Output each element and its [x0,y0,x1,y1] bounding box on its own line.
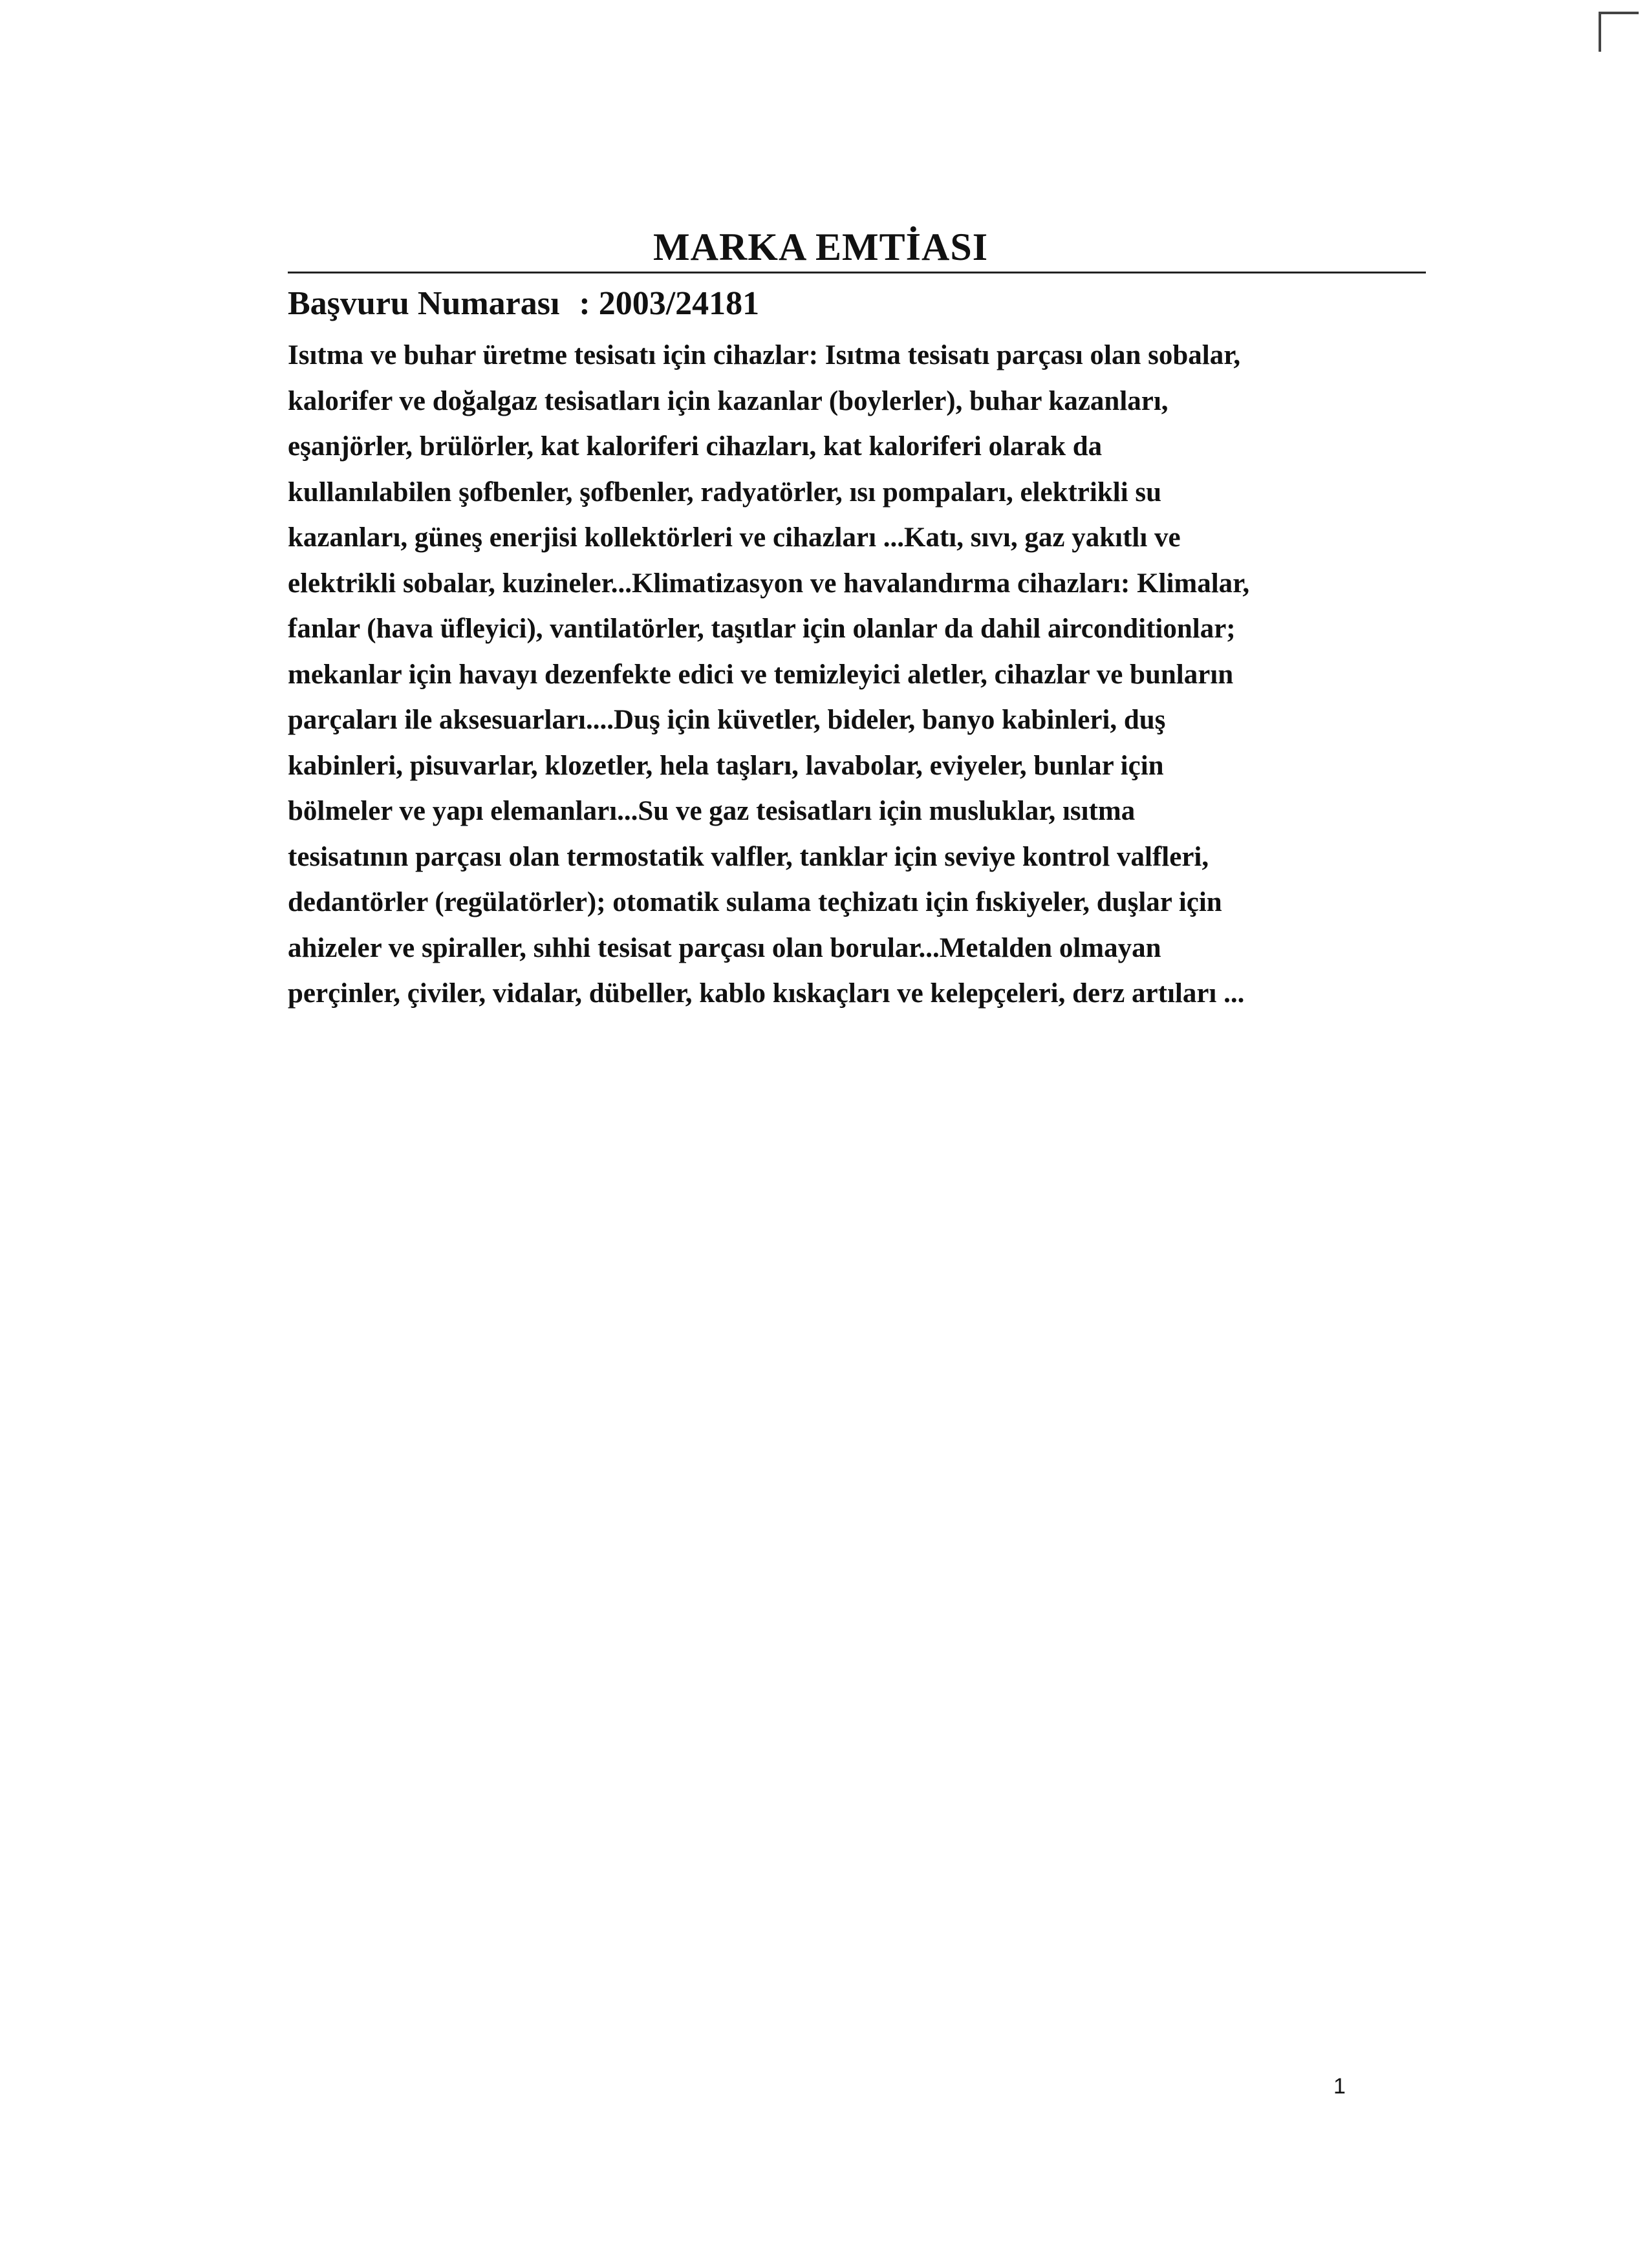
page-number: 1 [1333,2074,1346,2099]
scan-corner-mark [1599,12,1639,52]
goods-line: dedantörler (regülatörler); otomatik sulama teçhizatı için fıskiyeler, duşlar için [288,887,1222,917]
goods-line: mekanlar için havayı dezenfekte edici ve temizleyici aletler, cihazlar ve bunların [288,659,1234,690]
goods-line: fanlar (hava üfleyici), vantilatörler, taşıtlar için olanlar da dahil airconditionlar; [288,614,1236,644]
goods-line: kullanılabilen şofbenler, şofbenler, radyatörler, ısı pompaları, elektrikli su [288,476,1162,508]
goods-line: Isıtma ve buhar üretme tesisatı için cihazlar: Isıtma tesisatı parçası olan sobalar, [288,340,1241,370]
goods-line: kazanları, güneş enerjisi kollektörleri ve cihazları ...Katı, sıvı, gaz yakıtlı ve [288,522,1181,553]
title-underline [288,272,1426,273]
goods-line: elektrikli sobalar, kuzineler...Klimatizasyon ve havalandırma cihazları: Klimalar, [288,568,1250,599]
goods-line: ahizeler ve spiraller, sıhhi tesisat parçası olan borular...Metalden olmayan [288,932,1161,963]
goods-line: bölmeler ve yapı elemanları...Su ve gaz tesisatları için musluklar, ısıtma [288,796,1136,826]
goods-line: kalorifer ve doğalgaz tesisatları için kazanlar (boylerler), buhar kazanları, [288,385,1169,416]
application-number-label: Başvuru Numarası [288,285,560,322]
application-number-value: : 2003/24181 [579,285,760,322]
application-number [288,284,759,323]
goods-line: kabinleri, pisuvarlar, klozetler, hela taşları, lavabolar, eviyeler, bunlar için [288,750,1164,781]
goods-list-paragraph [288,333,1400,1017]
document-title: MARKA EMTİASI [653,226,989,268]
goods-line: eşanjörler, brülörler, kat kaloriferi cihazları, kat kaloriferi olarak da [288,431,1103,462]
goods-line: parçaları ile aksesuarları....Duş için küvetler, bideler, banyo kabinleri, duş [288,705,1166,735]
goods-line: tesisatının parçası olan termostatik valfler, tanklar için seviye kontrol valfleri, [288,841,1209,872]
goods-line: perçinler, çiviler, vidalar, dübeller, kablo kıskaçları ve kelepçeleri, derz artıları ... [288,978,1245,1009]
